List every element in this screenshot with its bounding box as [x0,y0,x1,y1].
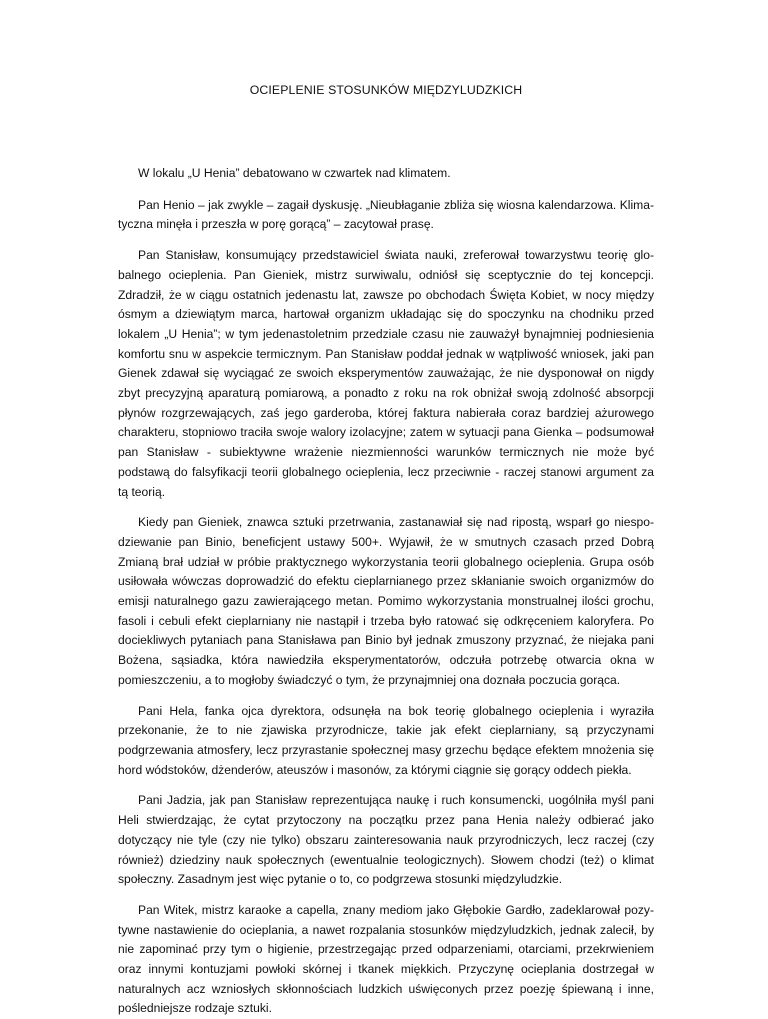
paragraph-intro: W lokalu „U Henia” debatowano w czwartek nad klimatem. [138,166,451,180]
paragraph-jadzia: Pani Jadzia, jak pan Stanisław reprezentująca naukę i ruch konsumencki, uogólniła myśl pani Heli stwierdzając, że cytat przytoczony na początku przez pana Henia należy odbierać jako dotyczący nie tyle (czy nie tylko) obszaru zainteresowania nauk przyrodniczych, lecz raczej (czy również) dziedziny nauk społecznych (ewentualnie teologicznych). Słowem chodzi (też) o klimat społeczny. Zasadnym jest więc pytanie o to, co podgrzewa stosunki międzyludzkie. [118,793,654,887]
paragraph-binio: Kiedy pan Gieniek, znawca sztuki przetrwania, zastanawiał się nad ripostą, wsparł go niespodziewanie pan Binio, beneficjent ustawy 500+. Wyjawił, że w smutnych czasach przed Dobrą Zmianą brał udział w próbie praktycznego wykorzystania teorii globalnego ocieplenia. Grupa osób usiłowała wówczas doprowadzić do efektu cieplarnianego przez skłanianie swoich organizmów do emisji naturalnego gazu zawierającego metan. Pomimo wykorzystania monstrualnej ilości grochu, fasoli i cebuli efekt cieplarniany nie nastąpił i trzeba było ratować się odkręceniem kaloryfera. Po dociekliwych pytaniach pana Stanisława pan Binio był jednak zmuszony przyznać, że niejaka pani Bożena, sąsiadka, która nawiedziła eksperymentatorów, odczuła potrzebę otwarcia okna w pomieszczeniu, a to mogłoby świadczyć o tym, że przynajmniej ona doznała poczucia gorąca. [118,515,654,687]
paragraph-hela: Pani Hela, fanka ojca dyrektora, odsunęła na bok teorię globalnego ocieplenia i wyraziła przekonanie, że to nie zjawiska przyrodnicze, takie jak efekt cieplarniany, są przyczynami podgrzewania atmosfery, lecz przyrastanie społecznej masy grzechu będące efektem mnożenia się hord wódstoków, dżenderów, ateuszów i masonów, za którymi ciągnie się gorący oddech piekła. [118,703,654,777]
document-title: OCIEPLENIE STOSUNKÓW MIĘDZYLUDZKICH [249,83,523,97]
paragraph-henio: Pan Henio – jak zwykle – zagaił dyskusję. „Nieubłaganie zbliża się wiosna kalendarzowa. Klimatyczna minęła i przeszła w porę gorącą” – zacytował prasę. [118,197,654,232]
paragraph-witek: Pan Witek, mistrz karaoke a capella, znany mediom jako Głębokie Gardło, zadeklarował pozytywne nastawienie do ocieplania, a nawet rozpalania stosunków międzyludzkich, jednak zalecił, by nie zapominać przy tym o higienie, przestrzegając przed odparzeniami, otarciami, przekrwieniem oraz innymi kontuzjami powłoki skórnej i tkanek miękkich. Przyczynę ocieplania dostrzegał w naturalnych acz wzniosłych skłonnościach ludzkich uświęconych przez poezję śpiewaną i inne, pośledniejsze rodzaje sztuki. [118,902,654,1016]
paragraph-stanislaw: Pan Stanisław, konsumujący przedstawiciel świata nauki, zreferował towarzystwu teorię globalnego ocieplenia. Pan Gieniek, mistrz surwiwalu, odniósł się sceptycznie do tej koncepcji. Zdradził, że w ciągu ostatnich jedenastu lat, zawsze po obchodach Święta Kobiet, w nocy między ósmym a dziewiątym marca, hartował organizm układając się do spoczynku na chodniku przed lokalem „U Henia”; w tym jedenastoletnim przedziale czasu nie zauważył bynajmniej podniesienia komfortu snu w aspekcie termicznym. Pan Stanisław poddał jednak w wątpliwość wniosek, jaki pan Gienek zdawał się wyciągać ze swoich eksperymentów zauważając, że nie dysponował on nigdy zbyt precyzyjną aparaturą pomiarową, a ponadto z roku na rok obniżał swoją zdolność absorpcji płynów rozgrzewających, zaś jego garderoba, której faktura nabierała coraz bardziej ażurowego charakteru, stopniowo traciła swoje walory izolacyjne; zatem w sytuacji pana Gienka – podsumował pan Stanisław - subiektywne wrażenie niezmienności warunków termicznych nie może być podstawą do falsyfikacji teorii globalnego ocieplenia, lecz przeciwnie - raczej stanowi argument za tą teorią. [118,248,654,499]
